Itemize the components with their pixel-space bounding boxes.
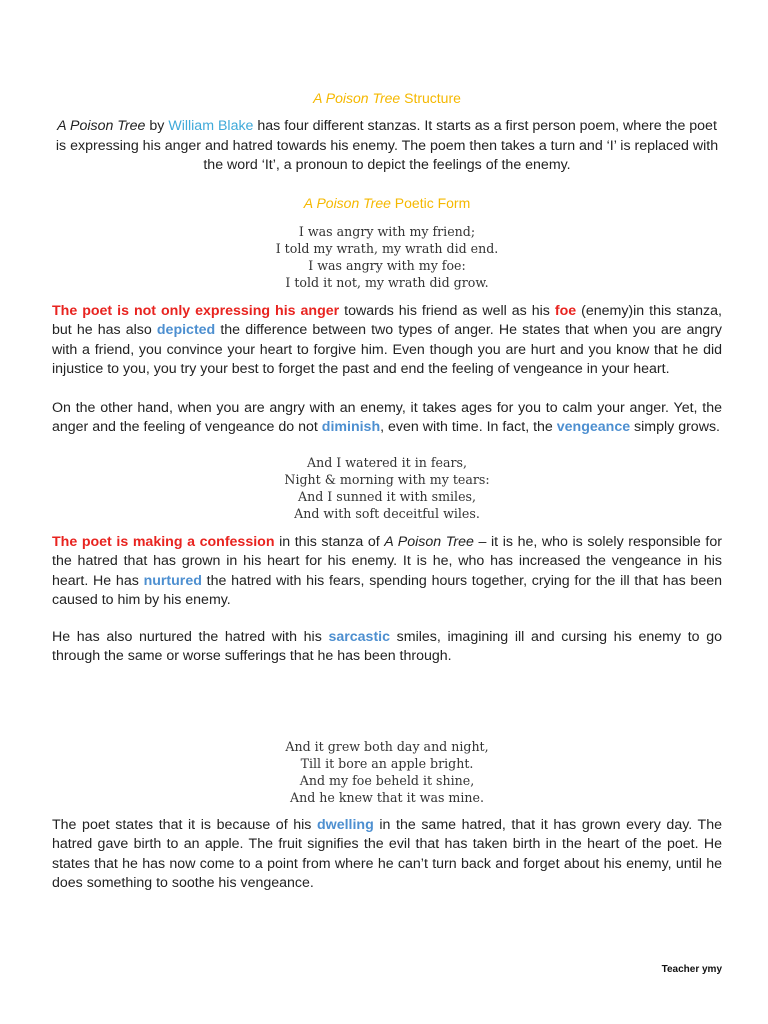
text-run: in this stanza of bbox=[274, 533, 385, 550]
poem-line: And it grew both day and night, bbox=[285, 738, 489, 754]
keyword-dwelling[interactable]: dwelling bbox=[317, 816, 374, 833]
text-run: – it is he, who is solely responsible for the hatred that has grown in his heart for his enemy. It is he, who has increased the vengeance in his heart. He has bbox=[52, 533, 722, 589]
text-run: the hatred with his fears, spending hours together, crying for the ill that has been caused to him by his enemy. bbox=[52, 572, 722, 608]
text-run: smiles, imagining ill and cursing his enemy to go through the same or worse sufferings that he has been through. bbox=[52, 628, 722, 664]
poem-line: I told my wrath, my wrath did end. bbox=[275, 240, 499, 256]
heading-structure-italic: A Poison Tree bbox=[313, 90, 401, 106]
poem-line: Till it bore an apple bright. bbox=[300, 755, 474, 771]
stanza-1 bbox=[52, 223, 722, 291]
document-page bbox=[52, 88, 722, 894]
paragraph-4 bbox=[52, 628, 722, 667]
highlight-red: The poet is not only expressing his anger bbox=[52, 302, 340, 319]
keyword-depicted[interactable]: depicted bbox=[156, 322, 216, 338]
text-run: On the other hand, when you are angry with an enemy, it takes ages for you to calm your anger. Yet, the anger and the feeling of vengeance do not bbox=[52, 399, 722, 435]
text-run: , even with time. In fact, the bbox=[380, 419, 557, 435]
keyword-vengeance[interactable]: vengeance bbox=[556, 419, 631, 435]
poem-line: And I sunned it with smiles, bbox=[297, 488, 477, 504]
italic-title: A Poison Tree bbox=[384, 533, 474, 550]
stanza-2 bbox=[52, 454, 722, 522]
poem-line: Night & morning with my tears: bbox=[284, 471, 490, 487]
poem-line: And my foe beheld it shine, bbox=[299, 772, 475, 788]
poem-line: And he knew that it was mine. bbox=[290, 789, 484, 805]
heading-form-rest: Poetic Form bbox=[390, 194, 471, 211]
heading-structure bbox=[52, 88, 722, 108]
heading-form-italic: A Poison Tree bbox=[303, 194, 391, 211]
heading-poetic-form bbox=[52, 193, 722, 213]
keyword-sarcastic[interactable]: sarcastic bbox=[328, 628, 390, 645]
poem-line: I was angry with my friend; bbox=[298, 223, 476, 239]
text-run: in the same hatred, that it has grown every day. The hatred gave birth to an apple. The fruit signifies the evil that has taken birth in the heart of the poet. He states that he has now come to a point from where he can’t turn back and forget about his enemy, until he does something to soothe his vengeance. bbox=[52, 816, 722, 891]
stanza-3 bbox=[52, 738, 722, 806]
poem-line: And with soft deceitful wiles. bbox=[294, 505, 480, 521]
intro-title: A Poison Tree bbox=[57, 118, 146, 134]
footer-author: Teacher ymy bbox=[661, 964, 722, 975]
keyword-diminish[interactable]: diminish bbox=[321, 419, 381, 435]
text-run: (enemy)in this stanza, but he has also bbox=[52, 302, 722, 338]
poem-line: I was angry with my foe: bbox=[308, 257, 466, 273]
paragraph-1 bbox=[52, 302, 722, 380]
paragraph-2 bbox=[52, 399, 722, 438]
paragraph-3 bbox=[52, 533, 722, 611]
intro-by: by bbox=[145, 118, 169, 134]
poem-line: I told it not, my wrath did grow. bbox=[285, 274, 489, 290]
paragraph-5 bbox=[52, 816, 722, 894]
text-run: simply grows. bbox=[630, 419, 720, 435]
text-run: towards his friend as well as his bbox=[339, 302, 555, 319]
highlight-red: The poet is making a confession bbox=[52, 533, 275, 550]
intro-rest: has four different stanzas. It starts as a first person poem, where the poet is expressing his anger and hatred towards his enemy. The poem then takes a turn and ‘I’ is replaced with the word ‘It’, a pronoun to depict the feelings of the enemy. bbox=[55, 118, 719, 173]
heading-structure-rest: Structure bbox=[400, 90, 461, 106]
text-run: The poet states that it is because of his bbox=[52, 816, 317, 833]
keyword-nurtured[interactable]: nurtured bbox=[143, 572, 202, 589]
author-link[interactable]: William Blake bbox=[168, 118, 254, 134]
poem-line: And I watered it in fears, bbox=[307, 454, 467, 470]
intro-paragraph bbox=[52, 117, 722, 176]
text-run: the difference between two types of anger. He states that when you are angry with a friend, you convince your heart to forgive him. Even though you are hurt and you know that he did injustice to you, you try your best to forget the past and end the feeling of vengeance in your heart. bbox=[52, 322, 723, 377]
keyword-foe: foe bbox=[554, 302, 577, 319]
text-run: He has also nurtured the hatred with his bbox=[52, 628, 329, 645]
